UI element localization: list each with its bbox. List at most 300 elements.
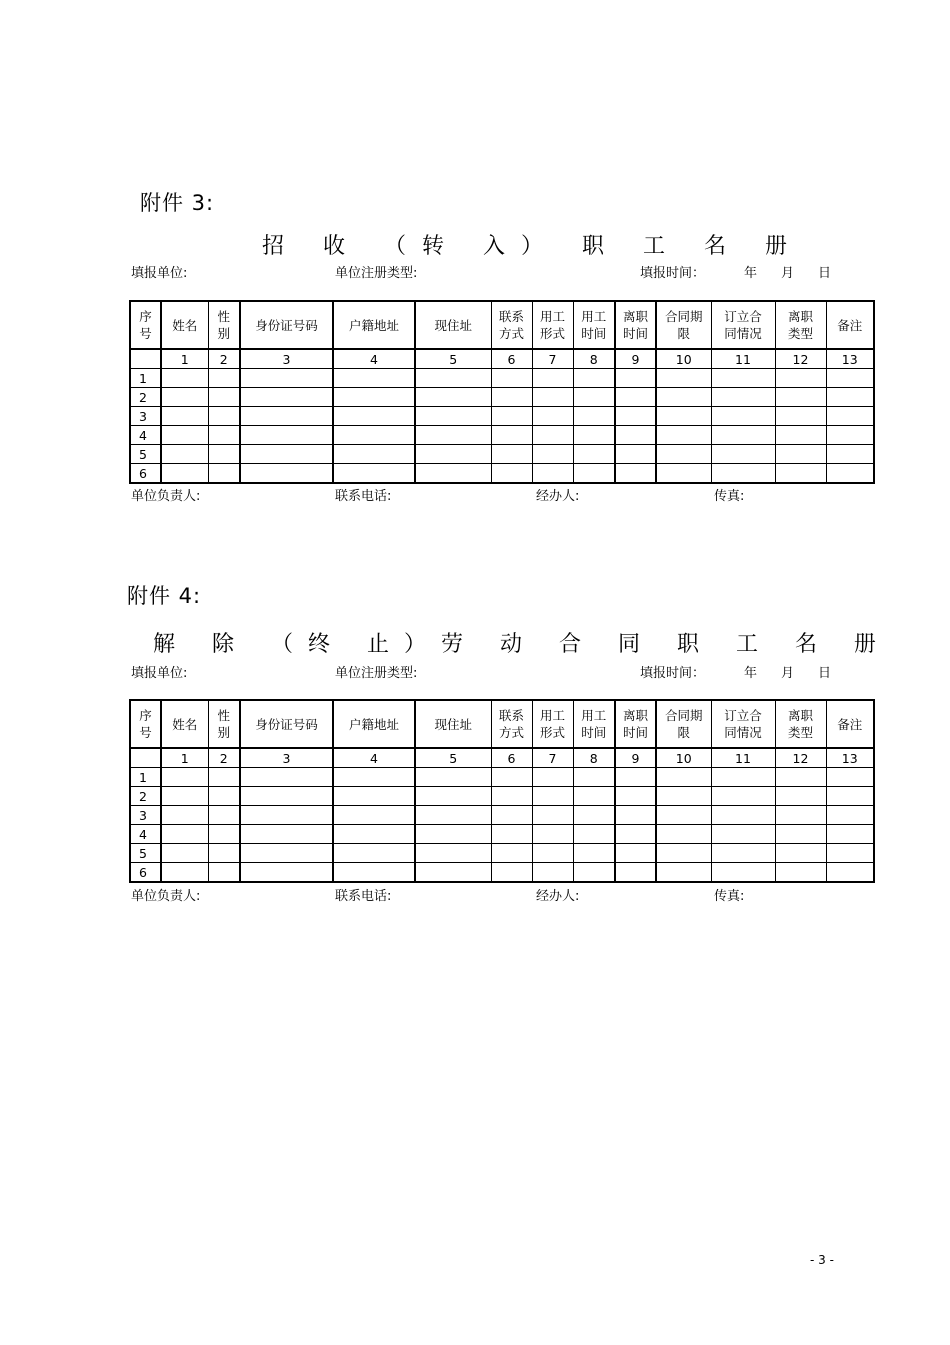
blank-cell[interactable] xyxy=(240,825,333,844)
table-row xyxy=(130,407,874,426)
blank-cell[interactable] xyxy=(826,407,874,426)
blank-cell[interactable] xyxy=(656,388,711,407)
column-header-text: 性 xyxy=(217,309,230,324)
blank-cell[interactable] xyxy=(615,806,656,825)
blank-cell[interactable] xyxy=(532,768,573,787)
blank-cell[interactable] xyxy=(775,844,826,863)
column-number: 9 xyxy=(615,748,656,768)
year-label: 年 xyxy=(744,266,758,281)
column-header-text: 别 xyxy=(217,725,230,740)
blank-cell[interactable] xyxy=(208,407,240,426)
blank-cell[interactable] xyxy=(415,464,491,484)
table-row xyxy=(130,388,874,407)
page-number: - 3 - xyxy=(810,1253,834,1267)
blank-cell[interactable] xyxy=(826,863,874,883)
column-number: 4 xyxy=(333,748,415,768)
column-header-text: 现住址 xyxy=(434,317,472,333)
blank-cell[interactable] xyxy=(615,407,656,426)
blank-cell[interactable] xyxy=(333,369,415,388)
blank-cell[interactable] xyxy=(240,768,333,787)
registration-type-label: 单位注册类型: xyxy=(335,266,418,281)
handler-label: 经办人: xyxy=(536,489,580,504)
blank-cell[interactable] xyxy=(208,388,240,407)
fax-label: 传真: xyxy=(714,489,745,504)
blank-cell[interactable] xyxy=(711,844,775,863)
blank-cell[interactable] xyxy=(161,844,208,863)
blank-cell[interactable] xyxy=(161,768,208,787)
column-header xyxy=(775,700,826,748)
column-number: 6 xyxy=(491,349,532,369)
blank-cell[interactable] xyxy=(711,388,775,407)
blank-cell[interactable] xyxy=(532,787,573,806)
roster-table xyxy=(129,300,875,484)
column-header xyxy=(826,700,874,748)
column-header-text: 合同期 xyxy=(664,309,703,324)
blank-cell[interactable] xyxy=(615,464,656,484)
blank-cell[interactable] xyxy=(656,806,711,825)
column-header xyxy=(711,301,775,349)
blank-cell[interactable] xyxy=(615,825,656,844)
blank-cell[interactable] xyxy=(240,369,333,388)
blank-cell[interactable] xyxy=(826,768,874,787)
blank-cell[interactable] xyxy=(333,844,415,863)
table-row xyxy=(130,844,874,863)
blank-cell[interactable] xyxy=(775,407,826,426)
column-header-text: 用工 xyxy=(539,708,565,723)
blank-cell[interactable] xyxy=(615,426,656,445)
column-header-text: 同情况 xyxy=(724,725,762,740)
blank-cell[interactable] xyxy=(615,863,656,883)
row-number: 2 xyxy=(130,388,161,407)
column-header-text: 订立合 xyxy=(724,309,762,324)
column-header-text: 离职 xyxy=(622,309,648,324)
blank-cell[interactable] xyxy=(532,863,573,883)
column-header xyxy=(775,301,826,349)
column-number: 7 xyxy=(532,748,573,768)
blank-cell[interactable] xyxy=(415,768,491,787)
roster-table xyxy=(129,699,875,883)
column-header-text: 形式 xyxy=(539,326,565,341)
blank-cell[interactable] xyxy=(208,844,240,863)
blank-cell[interactable] xyxy=(415,844,491,863)
blank-cell[interactable] xyxy=(573,768,615,787)
fill-unit-label: 填报单位: xyxy=(131,266,188,281)
blank-cell[interactable] xyxy=(333,806,415,825)
blank-cell[interactable] xyxy=(491,844,532,863)
fill-time-label: 填报时间： xyxy=(640,666,706,681)
column-header-text: 身份证号码 xyxy=(255,716,318,732)
column-header xyxy=(240,700,333,748)
blank-cell[interactable] xyxy=(415,825,491,844)
form-title: 招 收 （转 入） 职 工 名 册 xyxy=(262,234,803,259)
blank-cell[interactable] xyxy=(826,825,874,844)
blank-cell[interactable] xyxy=(775,863,826,883)
row-number: 6 xyxy=(130,863,161,883)
blank-cell[interactable] xyxy=(711,787,775,806)
table-row xyxy=(130,806,874,825)
column-header-text: 合同期 xyxy=(664,708,703,723)
column-header-text: 联系 xyxy=(498,309,524,324)
blank-cell[interactable] xyxy=(491,464,532,484)
row-number: 4 xyxy=(130,825,161,844)
month-label: 月 xyxy=(781,666,795,681)
blank-cell[interactable] xyxy=(208,825,240,844)
contact-phone-label: 联系电话: xyxy=(335,889,392,904)
attachment-label: 附件 4: xyxy=(127,584,202,608)
column-header-text: 方式 xyxy=(498,725,524,740)
blank-cell[interactable] xyxy=(615,768,656,787)
blank-cell[interactable] xyxy=(775,768,826,787)
handler-label: 经办人: xyxy=(536,889,580,904)
column-header-text: 用工 xyxy=(581,708,607,723)
column-header-text: 类型 xyxy=(787,326,813,341)
column-header-text: 户籍地址 xyxy=(348,716,399,732)
blank-cell[interactable] xyxy=(615,369,656,388)
column-header xyxy=(573,301,615,349)
blank-cell[interactable] xyxy=(826,464,874,484)
blank-cell[interactable] xyxy=(775,806,826,825)
column-header-text: 联系 xyxy=(498,708,524,723)
attachment-label: 附件 3: xyxy=(140,191,215,215)
blank-cell[interactable] xyxy=(161,388,208,407)
blank-cell[interactable] xyxy=(161,787,208,806)
blank-cell[interactable] xyxy=(573,863,615,883)
table-row xyxy=(130,787,874,806)
blank-cell[interactable] xyxy=(656,863,711,883)
blank-cell[interactable] xyxy=(711,407,775,426)
column-number: 13 xyxy=(826,349,874,369)
column-header xyxy=(656,700,711,748)
blank-cell[interactable] xyxy=(775,369,826,388)
column-number-row xyxy=(130,349,874,369)
column-number: 3 xyxy=(240,349,333,369)
blank-cell[interactable] xyxy=(491,806,532,825)
column-header xyxy=(826,301,874,349)
blank-cell[interactable] xyxy=(415,445,491,464)
blank-cell[interactable] xyxy=(711,445,775,464)
blank-cell[interactable] xyxy=(491,388,532,407)
column-header xyxy=(130,700,161,748)
column-number: 11 xyxy=(711,748,775,768)
fax-label: 传真: xyxy=(714,889,745,904)
blank-cell[interactable] xyxy=(161,863,208,883)
blank-cell[interactable] xyxy=(333,787,415,806)
column-header-text: 限 xyxy=(677,326,690,341)
column-number: 12 xyxy=(775,748,826,768)
column-header xyxy=(208,700,240,748)
column-number: 11 xyxy=(711,349,775,369)
blank-cell[interactable] xyxy=(711,464,775,484)
header-row xyxy=(130,700,874,748)
column-number-row xyxy=(130,748,874,768)
column-number: 6 xyxy=(491,748,532,768)
blank-cell[interactable] xyxy=(240,863,333,883)
column-header-text: 别 xyxy=(217,326,230,341)
blank-cell[interactable] xyxy=(532,407,573,426)
column-header xyxy=(656,301,711,349)
row-number: 6 xyxy=(130,464,161,484)
blank-cell[interactable] xyxy=(656,787,711,806)
blank-cell[interactable] xyxy=(711,426,775,445)
blank-cell[interactable] xyxy=(208,369,240,388)
blank-cell[interactable] xyxy=(532,388,573,407)
row-number: 1 xyxy=(130,369,161,388)
unit-leader-label: 单位负责人: xyxy=(131,489,201,504)
month-label: 月 xyxy=(781,266,795,281)
column-number: 3 xyxy=(240,748,333,768)
blank-cell[interactable] xyxy=(161,369,208,388)
blank-cell[interactable] xyxy=(240,388,333,407)
blank-cell[interactable] xyxy=(161,806,208,825)
row-number: 5 xyxy=(130,844,161,863)
column-header-text: 时间 xyxy=(622,725,648,740)
table-row xyxy=(130,464,874,484)
blank-cell[interactable] xyxy=(491,426,532,445)
blank-cell[interactable] xyxy=(161,407,208,426)
blank-cell[interactable] xyxy=(656,825,711,844)
column-header xyxy=(130,301,161,349)
table-row xyxy=(130,426,874,445)
blank-cell[interactable] xyxy=(711,863,775,883)
blank-cell[interactable] xyxy=(208,445,240,464)
column-header-text: 现住址 xyxy=(434,716,472,732)
blank-cell[interactable] xyxy=(333,388,415,407)
blank-cell[interactable] xyxy=(532,844,573,863)
column-header-text: 姓名 xyxy=(172,716,198,732)
blank-cell[interactable] xyxy=(711,825,775,844)
blank-cell[interactable] xyxy=(208,806,240,825)
column-number: 2 xyxy=(208,748,240,768)
column-header-text: 离职 xyxy=(787,309,813,324)
blank-cell[interactable] xyxy=(415,806,491,825)
column-header xyxy=(615,301,656,349)
blank-cell[interactable] xyxy=(491,768,532,787)
blank-cell[interactable] xyxy=(775,388,826,407)
column-number: 2 xyxy=(208,349,240,369)
blank-cell[interactable] xyxy=(573,787,615,806)
blank-cell[interactable] xyxy=(415,426,491,445)
column-number: 1 xyxy=(161,349,208,369)
blank-cell[interactable] xyxy=(240,806,333,825)
column-header-text: 用工 xyxy=(539,309,565,324)
blank-cell[interactable] xyxy=(415,863,491,883)
blank-cell[interactable] xyxy=(615,388,656,407)
blank-cell[interactable] xyxy=(240,844,333,863)
column-header-text: 身份证号码 xyxy=(255,317,318,333)
fill-unit-label: 填报单位: xyxy=(131,666,188,681)
day-label: 日 xyxy=(818,266,832,281)
row-number: 3 xyxy=(130,407,161,426)
column-header-text: 类型 xyxy=(787,725,813,740)
blank-cell[interactable] xyxy=(656,464,711,484)
blank-cell[interactable] xyxy=(161,464,208,484)
blank-cell[interactable] xyxy=(415,407,491,426)
blank-cell[interactable] xyxy=(573,445,615,464)
blank-cell[interactable] xyxy=(826,445,874,464)
blank-cell[interactable] xyxy=(415,787,491,806)
blank-cell[interactable] xyxy=(333,768,415,787)
blank-cell[interactable] xyxy=(208,768,240,787)
column-header xyxy=(208,301,240,349)
column-header-text: 备注 xyxy=(837,317,863,333)
column-number: 7 xyxy=(532,349,573,369)
column-header-text: 时间 xyxy=(622,326,648,341)
blank-cell[interactable] xyxy=(615,445,656,464)
blank-cell[interactable] xyxy=(240,787,333,806)
blank-cell[interactable] xyxy=(826,806,874,825)
column-number xyxy=(130,748,161,768)
column-header xyxy=(532,700,573,748)
blank-cell[interactable] xyxy=(208,787,240,806)
row-number: 4 xyxy=(130,426,161,445)
contact-phone-label: 联系电话: xyxy=(335,489,392,504)
blank-cell[interactable] xyxy=(615,787,656,806)
blank-cell[interactable] xyxy=(333,445,415,464)
blank-cell[interactable] xyxy=(491,445,532,464)
column-header-text: 序 xyxy=(139,309,152,324)
blank-cell[interactable] xyxy=(573,844,615,863)
column-header-text: 号 xyxy=(139,326,152,341)
column-number: 12 xyxy=(775,349,826,369)
blank-cell[interactable] xyxy=(573,806,615,825)
column-header xyxy=(333,301,415,349)
blank-cell[interactable] xyxy=(615,844,656,863)
blank-cell[interactable] xyxy=(775,426,826,445)
blank-cell[interactable] xyxy=(415,369,491,388)
blank-cell[interactable] xyxy=(161,426,208,445)
column-header xyxy=(491,301,532,349)
blank-cell[interactable] xyxy=(161,825,208,844)
column-number: 4 xyxy=(333,349,415,369)
blank-cell[interactable] xyxy=(573,407,615,426)
blank-cell[interactable] xyxy=(208,464,240,484)
column-number: 10 xyxy=(656,748,711,768)
blank-cell[interactable] xyxy=(415,388,491,407)
blank-cell[interactable] xyxy=(532,426,573,445)
blank-cell[interactable] xyxy=(573,388,615,407)
column-header-text: 号 xyxy=(139,725,152,740)
column-number: 5 xyxy=(415,748,491,768)
blank-cell[interactable] xyxy=(532,825,573,844)
table-row xyxy=(130,863,874,883)
column-header xyxy=(711,700,775,748)
blank-cell[interactable] xyxy=(656,369,711,388)
blank-cell[interactable] xyxy=(573,464,615,484)
column-number: 13 xyxy=(826,748,874,768)
blank-cell[interactable] xyxy=(333,863,415,883)
column-header-text: 离职 xyxy=(787,708,813,723)
blank-cell[interactable] xyxy=(208,426,240,445)
blank-cell[interactable] xyxy=(532,464,573,484)
column-header xyxy=(491,700,532,748)
blank-cell[interactable] xyxy=(573,825,615,844)
blank-cell[interactable] xyxy=(333,464,415,484)
blank-cell[interactable] xyxy=(491,825,532,844)
blank-cell[interactable] xyxy=(656,844,711,863)
day-label: 日 xyxy=(818,666,832,681)
column-header xyxy=(415,700,491,748)
column-header-text: 时间 xyxy=(581,725,607,740)
table-row xyxy=(130,369,874,388)
blank-cell[interactable] xyxy=(775,464,826,484)
column-header-text: 户籍地址 xyxy=(348,317,399,333)
column-header xyxy=(333,700,415,748)
column-number: 1 xyxy=(161,748,208,768)
column-header-text: 姓名 xyxy=(172,317,198,333)
blank-cell[interactable] xyxy=(333,407,415,426)
blank-cell[interactable] xyxy=(656,768,711,787)
blank-cell[interactable] xyxy=(491,787,532,806)
column-number: 10 xyxy=(656,349,711,369)
column-number: 8 xyxy=(573,349,615,369)
blank-cell[interactable] xyxy=(532,445,573,464)
blank-cell[interactable] xyxy=(491,863,532,883)
blank-cell[interactable] xyxy=(656,407,711,426)
year-label: 年 xyxy=(744,666,758,681)
blank-cell[interactable] xyxy=(240,426,333,445)
column-header xyxy=(415,301,491,349)
blank-cell[interactable] xyxy=(573,426,615,445)
blank-cell[interactable] xyxy=(826,787,874,806)
column-number: 8 xyxy=(573,748,615,768)
column-header-text: 形式 xyxy=(539,725,565,740)
blank-cell[interactable] xyxy=(532,806,573,825)
blank-cell[interactable] xyxy=(711,806,775,825)
table-row xyxy=(130,445,874,464)
row-number: 3 xyxy=(130,806,161,825)
blank-cell[interactable] xyxy=(491,369,532,388)
blank-cell[interactable] xyxy=(775,825,826,844)
blank-cell[interactable] xyxy=(775,445,826,464)
registration-type-label: 单位注册类型: xyxy=(335,666,418,681)
blank-cell[interactable] xyxy=(240,464,333,484)
column-header-text: 性 xyxy=(217,708,230,723)
column-header xyxy=(161,700,208,748)
form-title: 解 除 （终 止）劳 动 合 同 职 工 名 册 xyxy=(153,632,891,657)
blank-cell[interactable] xyxy=(826,426,874,445)
column-header xyxy=(573,700,615,748)
blank-cell[interactable] xyxy=(573,369,615,388)
blank-cell[interactable] xyxy=(333,426,415,445)
table-row xyxy=(130,768,874,787)
row-number: 5 xyxy=(130,445,161,464)
blank-cell[interactable] xyxy=(491,407,532,426)
blank-cell[interactable] xyxy=(532,369,573,388)
blank-cell[interactable] xyxy=(711,768,775,787)
blank-cell[interactable] xyxy=(826,844,874,863)
column-header xyxy=(615,700,656,748)
blank-cell[interactable] xyxy=(656,445,711,464)
blank-cell[interactable] xyxy=(826,369,874,388)
column-header-text: 同情况 xyxy=(724,326,762,341)
table-row xyxy=(130,825,874,844)
blank-cell[interactable] xyxy=(711,369,775,388)
blank-cell[interactable] xyxy=(775,787,826,806)
row-number: 2 xyxy=(130,787,161,806)
blank-cell[interactable] xyxy=(240,445,333,464)
unit-leader-label: 单位负责人: xyxy=(131,889,201,904)
column-header-text: 订立合 xyxy=(724,708,762,723)
header-row xyxy=(130,301,874,349)
blank-cell[interactable] xyxy=(826,388,874,407)
column-number xyxy=(130,349,161,369)
blank-cell[interactable] xyxy=(208,863,240,883)
blank-cell[interactable] xyxy=(656,426,711,445)
blank-cell[interactable] xyxy=(333,825,415,844)
blank-cell[interactable] xyxy=(161,445,208,464)
column-header xyxy=(240,301,333,349)
blank-cell[interactable] xyxy=(240,407,333,426)
